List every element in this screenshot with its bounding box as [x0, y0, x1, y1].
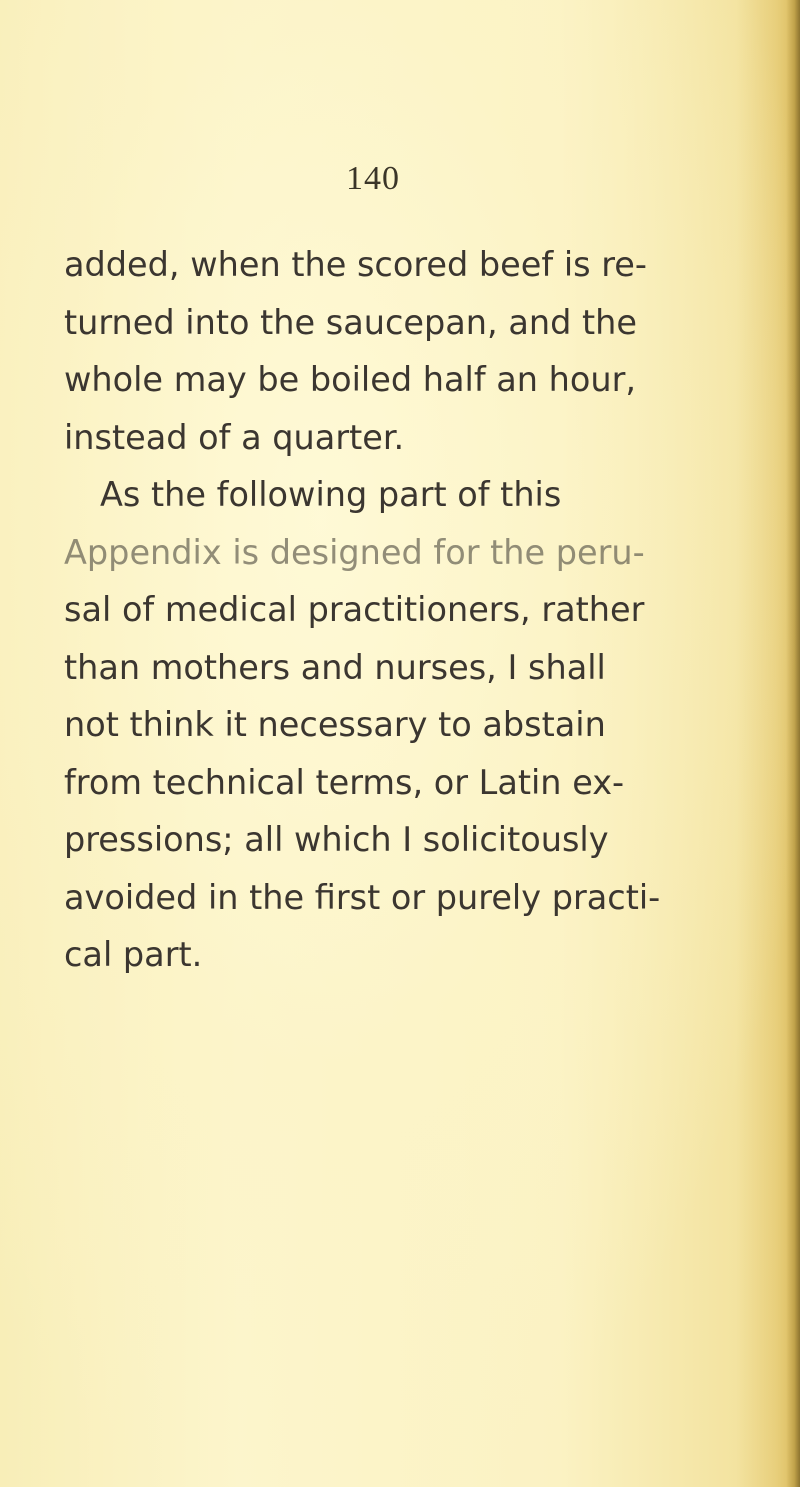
body-text: [64, 236, 754, 984]
text-line: not think it necessary to abstain: [64, 705, 606, 744]
text-line: added, when the scored beef is re-: [64, 245, 647, 284]
text-line: cal part.: [64, 935, 203, 974]
text-line: As the following part of this: [100, 475, 562, 514]
text-line: pressions; all which I solicitously: [64, 820, 609, 859]
text-line: from technical terms, or Latin ex-: [64, 762, 625, 802]
text-line: sal of medical practitioners, rather: [64, 590, 645, 629]
text-line: whole may be boiled half an hour,: [64, 360, 637, 399]
text-line: instead of a quarter.: [64, 417, 405, 457]
text-line: than mothers and nurses, I shall: [64, 647, 606, 687]
page-number: 140: [346, 160, 400, 197]
text-line: turned into the saucepan, and the: [64, 302, 637, 342]
text-line: Appendix is designed for the peru-: [64, 532, 645, 572]
page-edge-shadow: [786, 0, 800, 1487]
text-line: avoided in the first or purely practi-: [64, 877, 661, 917]
